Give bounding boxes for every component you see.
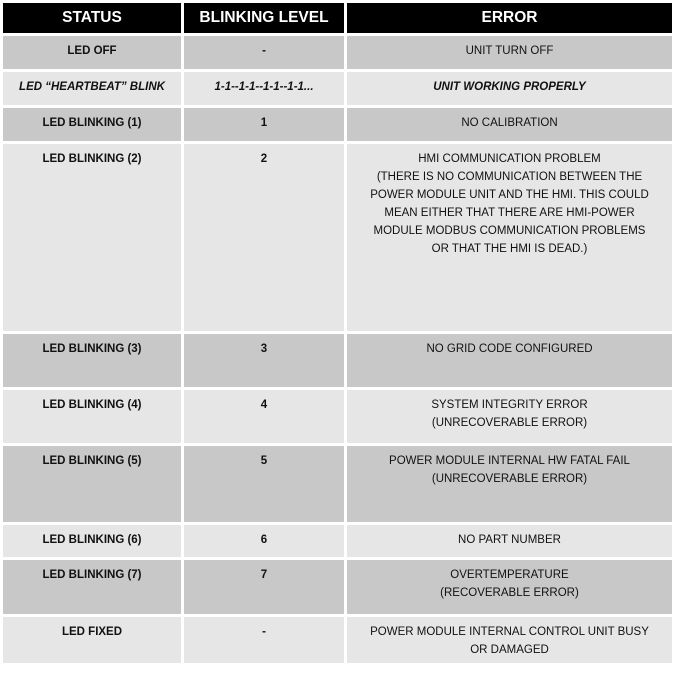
error-cell: NO PART NUMBER (347, 525, 672, 557)
blinking-level-column-header: BLINKING LEVEL (184, 3, 344, 33)
table-row (3, 144, 672, 331)
status-cell: LED “HEARTBEAT” BLINK (3, 72, 181, 105)
error-cell: HMI COMMUNICATION PROBLEM (THERE IS NO COMMUNICATION BETWEEN THE POWER MODULE UNIT AND THE HMI. THIS COULD MEAN EITHER THAT THERE ARE HMI-POWER MODULE MODBUS COMMUNICATION PROBLEMS OR THAT THE HMI IS DEAD.) (347, 144, 672, 331)
status-cell: LED BLINKING (3) (3, 334, 181, 387)
status-cell: LED FIXED (3, 617, 181, 663)
error-cell: POWER MODULE INTERNAL HW FATAL FAIL (UNRECOVERABLE ERROR) (347, 446, 672, 522)
table-row (3, 446, 672, 522)
table-row (3, 390, 672, 443)
error-cell: SYSTEM INTEGRITY ERROR (UNRECOVERABLE ERROR) (347, 390, 672, 443)
error-cell: UNIT TURN OFF (347, 36, 672, 69)
status-cell: LED BLINKING (5) (3, 446, 181, 522)
error-cell: OVERTEMPERATURE (RECOVERABLE ERROR) (347, 560, 672, 614)
error-cell: UNIT WORKING PROPERLY (347, 72, 672, 105)
table-row (3, 617, 672, 663)
blinking-level-cell: 2 (184, 144, 344, 331)
status-cell: LED OFF (3, 36, 181, 69)
error-cell: POWER MODULE INTERNAL CONTROL UNIT BUSY OR DAMAGED (347, 617, 672, 663)
table-header-row (3, 3, 672, 33)
blinking-level-cell: 5 (184, 446, 344, 522)
status-cell: LED BLINKING (1) (3, 108, 181, 141)
table-row (3, 560, 672, 614)
blinking-level-cell: 4 (184, 390, 344, 443)
table-row (3, 334, 672, 387)
table-row (3, 36, 672, 69)
blinking-level-cell: 3 (184, 334, 344, 387)
led-status-table (3, 3, 672, 666)
status-column-header: STATUS (3, 3, 181, 33)
blinking-level-cell: 1 (184, 108, 344, 141)
table-row (3, 525, 672, 557)
error-column-header: ERROR (347, 3, 672, 33)
status-cell: LED BLINKING (4) (3, 390, 181, 443)
status-cell: LED BLINKING (2) (3, 144, 181, 331)
status-cell: LED BLINKING (7) (3, 560, 181, 614)
blinking-level-cell: - (184, 36, 344, 69)
blinking-level-cell: 1-1--1-1--1-1--1-1... (184, 72, 344, 105)
blinking-level-cell: 6 (184, 525, 344, 557)
error-cell: NO CALIBRATION (347, 108, 672, 141)
status-cell: LED BLINKING (6) (3, 525, 181, 557)
error-cell: NO GRID CODE CONFIGURED (347, 334, 672, 387)
blinking-level-cell: - (184, 617, 344, 663)
blinking-level-cell: 7 (184, 560, 344, 614)
table-row (3, 108, 672, 141)
table-row (3, 72, 672, 105)
